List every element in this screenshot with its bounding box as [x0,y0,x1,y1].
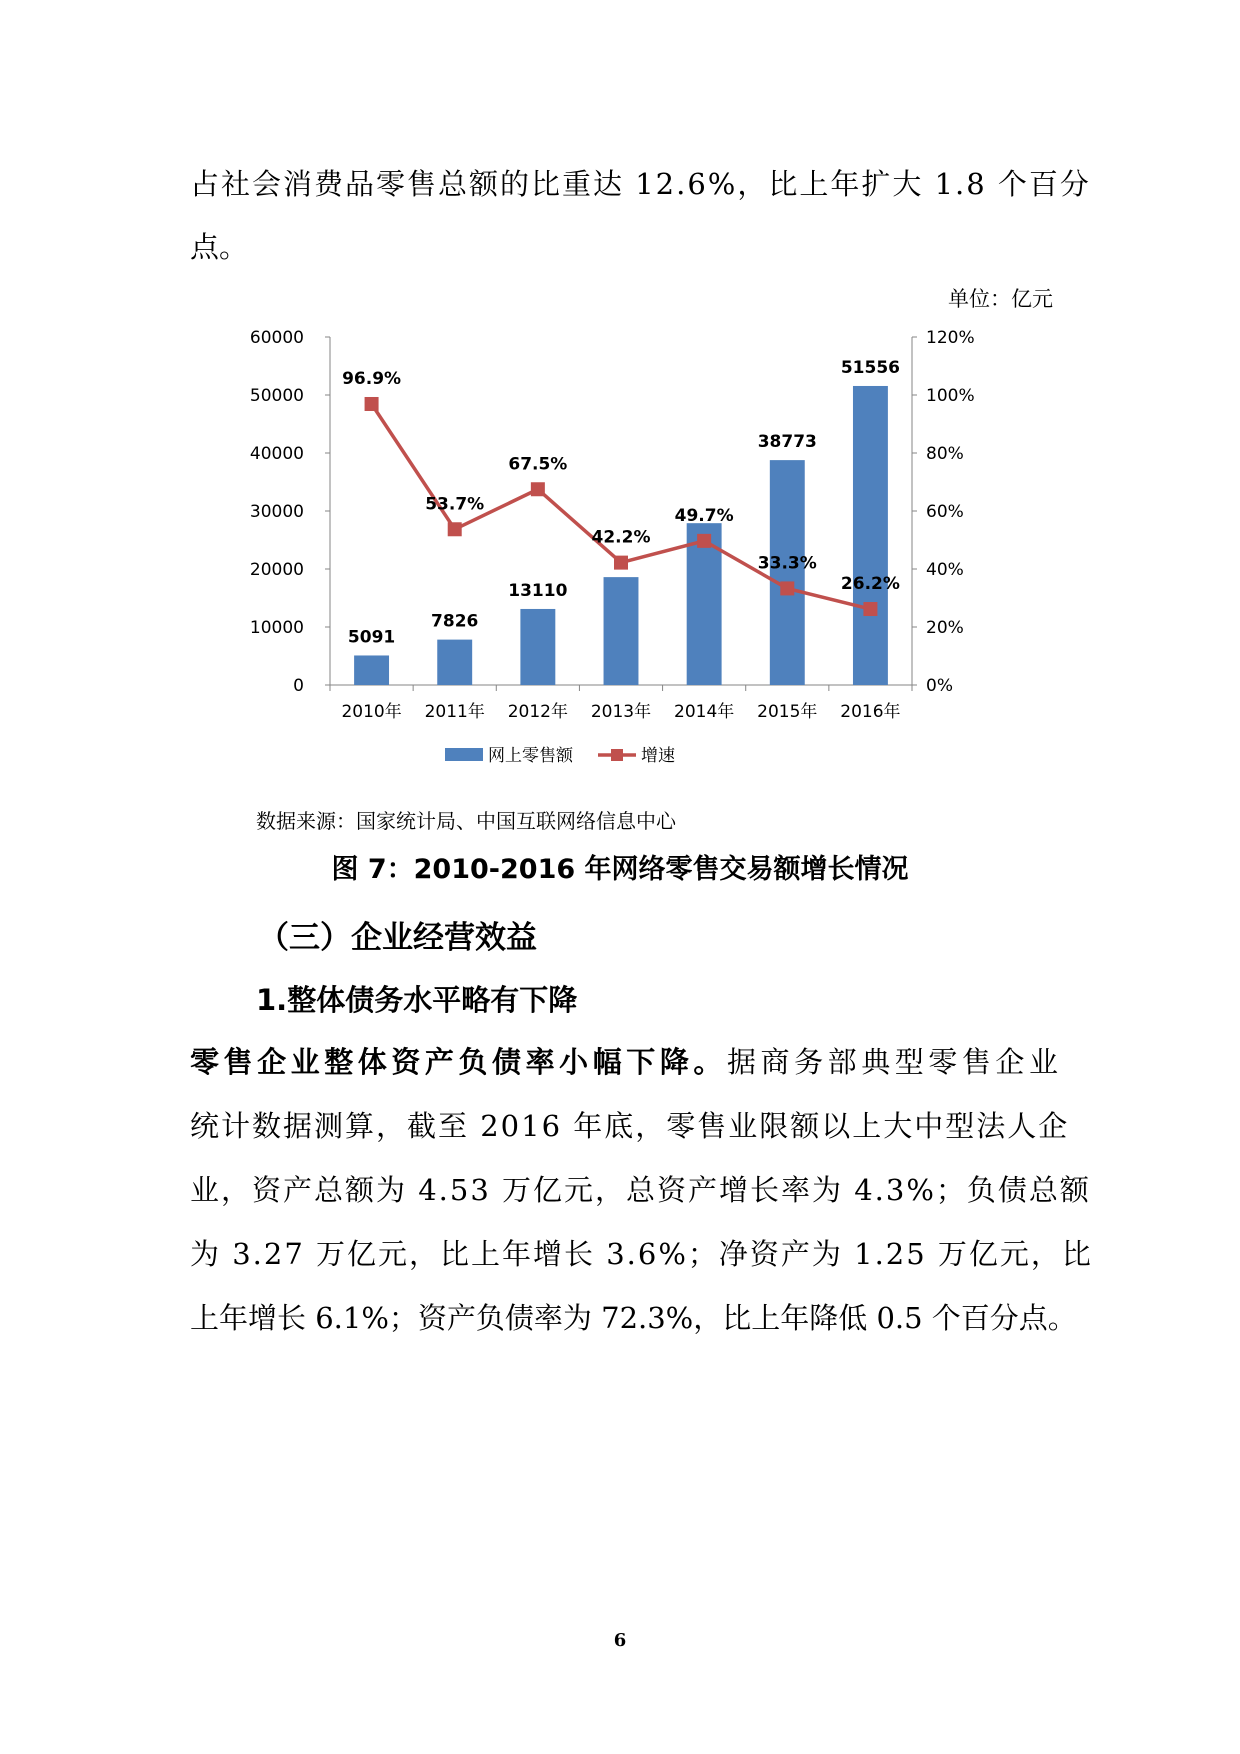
y-right-tick-label: 0% [926,676,953,696]
sub-heading: 1.整体债务水平略有下降 [256,983,578,1017]
x-tick-label: 2013年 [590,702,652,722]
y-left-tick-label: 20000 [249,560,304,580]
unit-label: 单位：亿元 [948,287,1053,311]
growth-data-label: 67.5% [508,454,568,475]
y-left-tick-label: 40000 [249,444,304,464]
bar-data-label: 5091 [347,627,396,648]
x-tick-label: 2015年 [757,702,818,722]
x-tick-label: 2010年 [341,702,402,722]
growth-point [863,602,877,616]
bar-data-label: 13110 [508,580,568,601]
growth-data-label: 96.9% [342,368,402,389]
y-right-tick-label: 100% [926,386,975,406]
intro-line-1: 占社会消费品零售总额的比重达 12.6%，比上年扩大 1.8 个百分 [190,167,1091,201]
body-line-2: 统计数据测算，截至 2016 年底，零售业限额以上大中型法人企 [190,1109,1070,1143]
y-left-tick-label: 50000 [249,386,304,406]
body-bold-lead: 零售企业整体资产负债率小幅下降。 [190,1045,727,1079]
bar-data-label: 7826 [431,611,479,632]
growth-point [531,482,545,496]
growth-point [780,581,794,595]
bar [604,577,639,685]
y-left-tick-label: 30000 [249,502,304,522]
body-line-1-rest: 据商务部典型零售企业 [726,1045,1060,1079]
growth-data-label: 49.7% [674,505,734,526]
growth-data-label: 53.7% [425,494,485,515]
legend-label-bars: 网上零售额 [488,746,573,766]
y-left-tick-label: 10000 [249,618,304,638]
legend-label-line: 增速 [641,746,675,766]
legend-swatch-bars [445,748,483,761]
intro-line-2: 点。 [190,230,249,264]
data-source: 数据来源：国家统计局、中国互联网络信息中心 [256,809,676,833]
growth-point [365,397,379,411]
y-left-tick-label: 0 [293,676,304,696]
page-number: 6 [613,1630,627,1651]
retail-chart [249,310,1000,790]
x-tick-label: 2016年 [840,702,901,722]
growth-point [697,534,711,548]
bar [354,655,389,685]
bar-data-label: 51556 [840,357,901,378]
x-tick-label: 2011年 [424,702,485,722]
body-line-3: 业，资产总额为 4.53 万亿元，总资产增长率为 4.3%；负债总额 [190,1173,1091,1207]
growth-data-label: 33.3% [757,553,817,574]
figure-caption: 图 7：2010-2016 年网络零售交易额增长情况 [331,854,909,885]
body-line-4: 为 3.27 万亿元，比上年增长 3.6%；净资产为 1.25 万亿元，比 [190,1237,1093,1271]
x-tick-label: 2012年 [507,702,568,722]
bar [520,609,555,685]
x-tick-label: 2014年 [674,702,735,722]
y-left-tick-label: 60000 [249,328,304,348]
section-heading: （三）企业经营效益 [258,920,537,956]
bar [853,386,888,685]
growth-point [614,556,628,570]
y-right-tick-label: 120% [926,328,975,348]
bar [437,640,472,685]
growth-data-label: 26.2% [840,574,900,595]
y-right-tick-label: 20% [926,618,964,638]
y-right-tick-label: 40% [926,560,964,580]
bar-data-label: 38773 [757,432,817,453]
legend-swatch-marker [611,749,623,761]
growth-point [448,522,462,536]
y-right-tick-label: 60% [926,502,964,522]
body-line-1 [190,1040,1060,1081]
body-line-5: 上年增长 6.1%；资产负债率为 72.3%，比上年降低 0.5 个百分点。 [190,1301,1077,1335]
y-right-tick-label: 80% [926,444,964,464]
growth-data-label: 42.2% [591,527,651,548]
